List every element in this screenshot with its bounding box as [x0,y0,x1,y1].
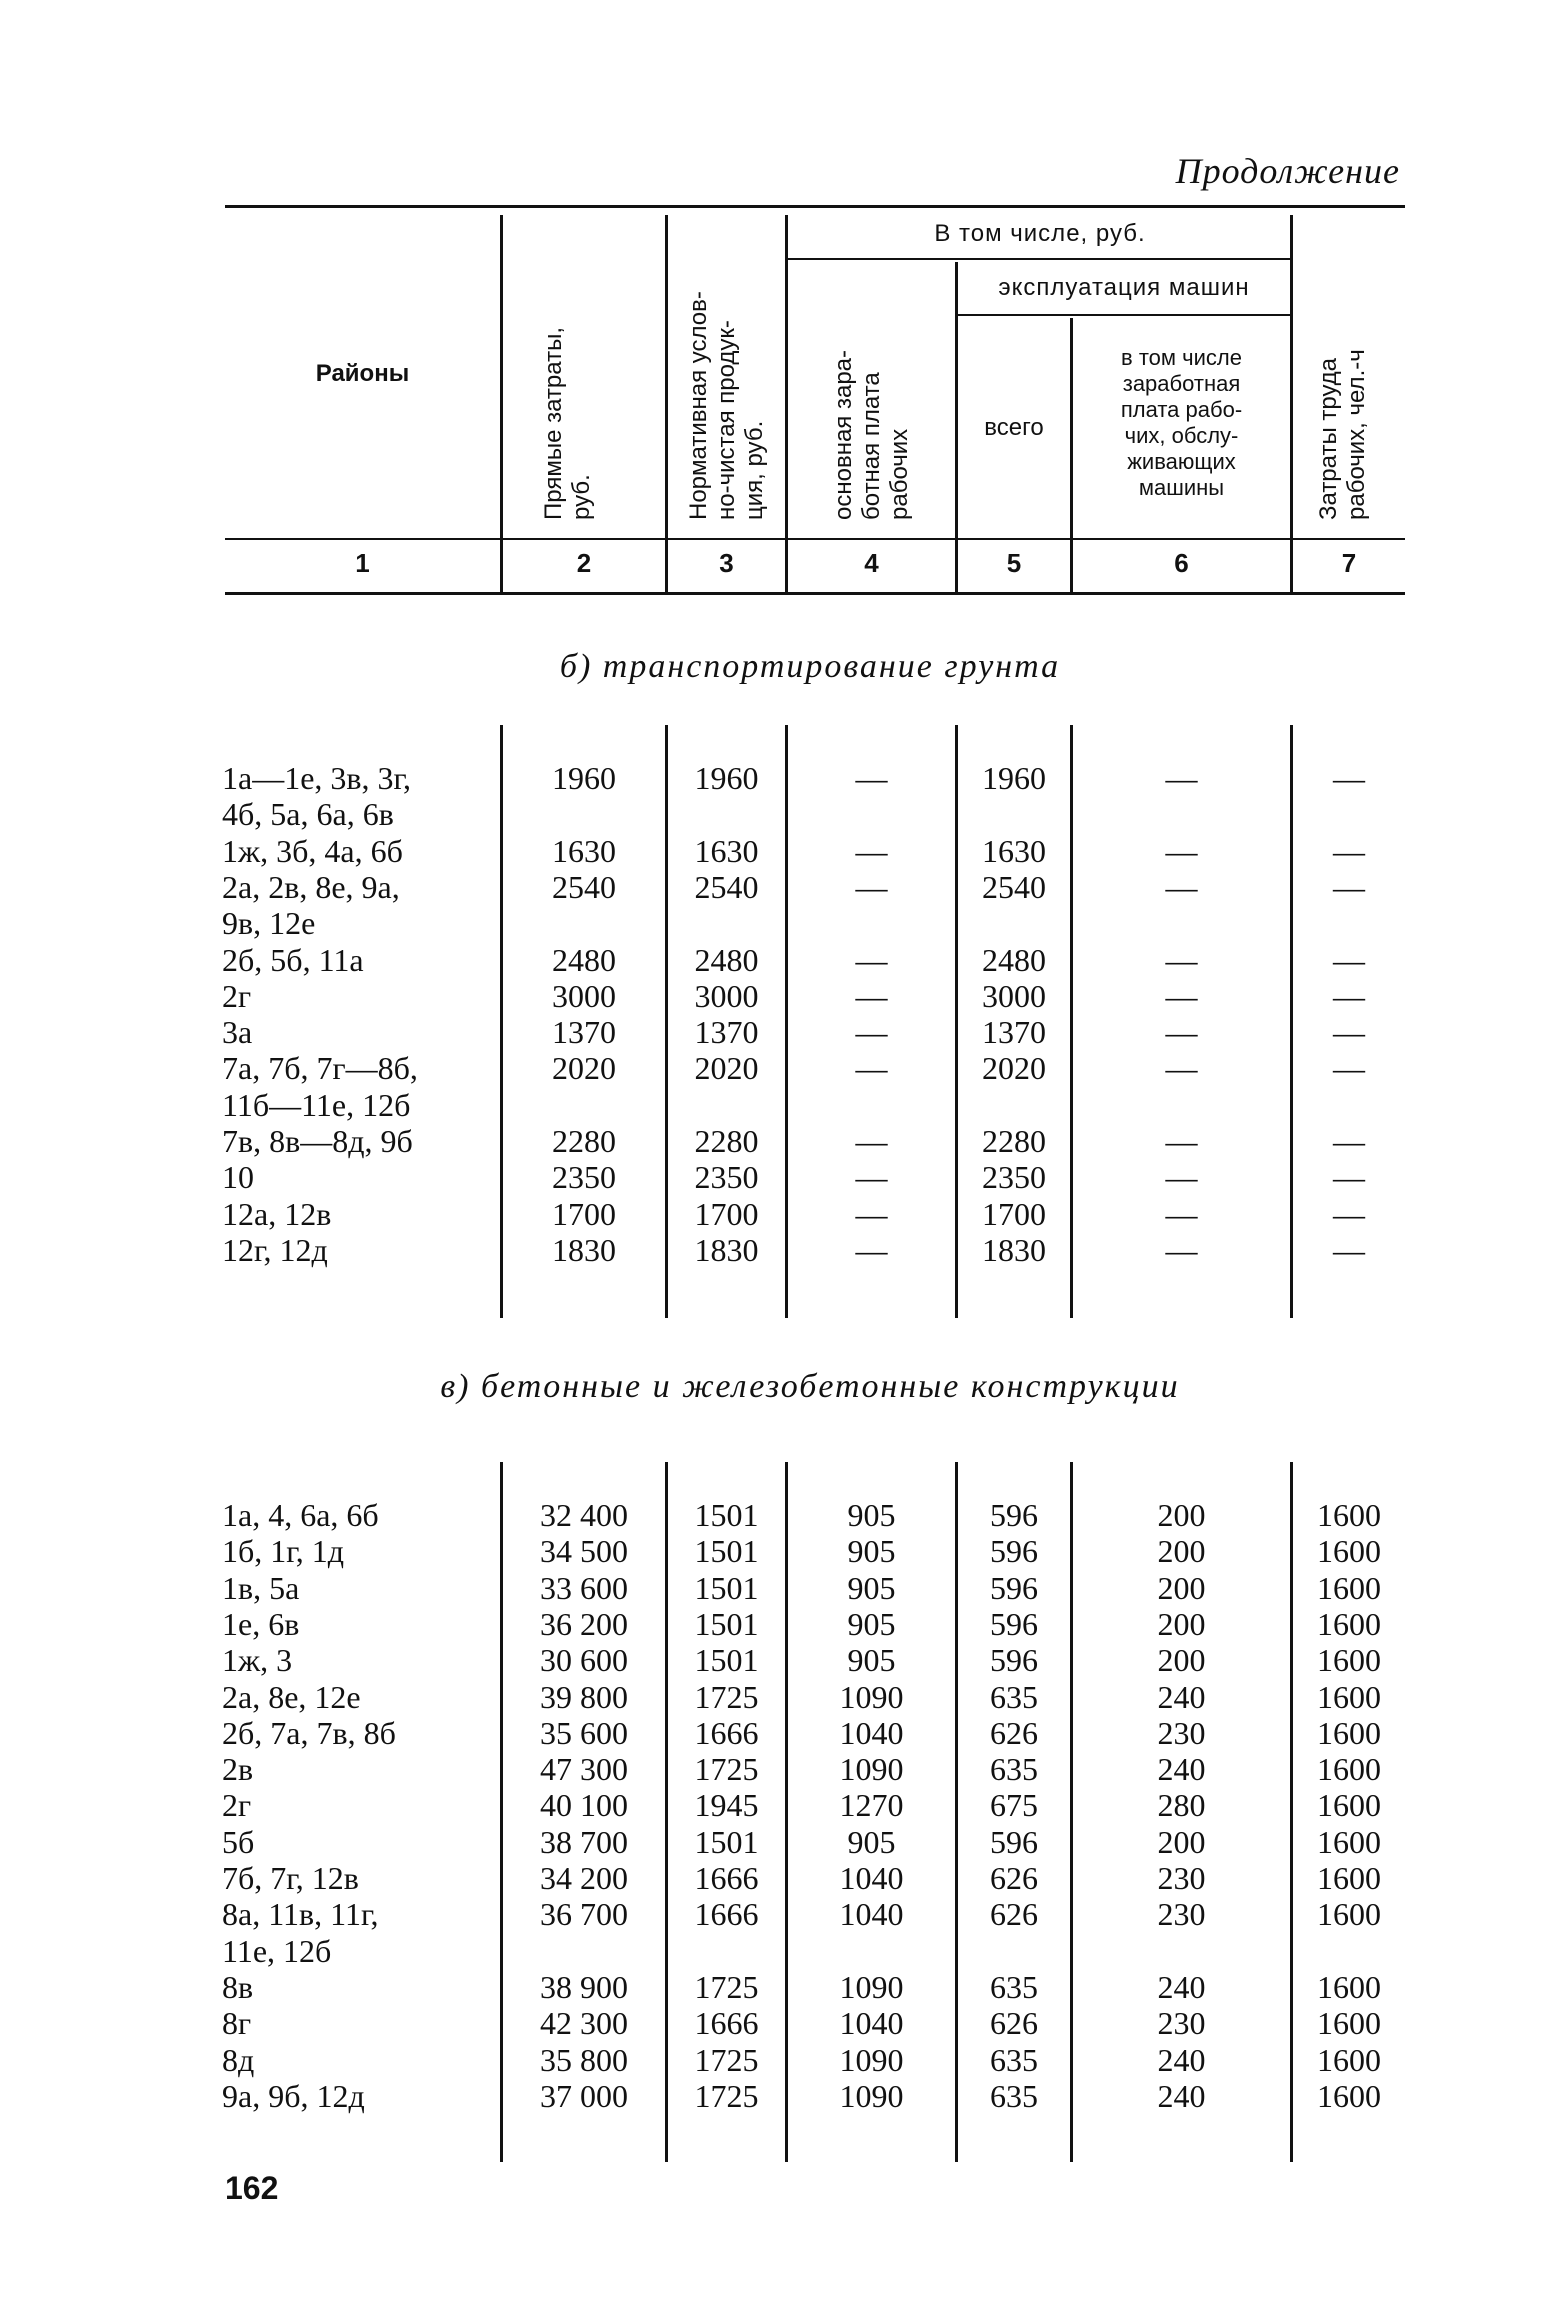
table-row [0,1824,1560,1860]
value-cell-col4: — [855,760,888,796]
machine-rule [955,314,1290,316]
value-cell-col4: — [855,1014,888,1051]
table-row [0,1860,1560,1896]
region-cell [222,1196,502,1232]
value-cell-col7: 1600 [1317,1860,1381,1896]
value-cell-col6: 200 [1157,1533,1206,1570]
value-cell-col2: 33 600 [540,1569,628,1606]
region-line: 10 [222,1159,254,1196]
value-cell-col2: 35 800 [540,2041,628,2078]
value-cell-col4: 1040 [839,1896,904,1933]
table-row [0,760,1560,833]
value-cell-col2: 1700 [552,1195,616,1232]
value-cell-col4: — [855,1123,888,1159]
region-cell [222,869,502,942]
table-row [0,1159,1560,1195]
region-line: 4б, 5а, 6а, 6в [222,796,394,833]
region-line: 9в, 12е [222,905,316,942]
value-cell-col2: 42 300 [540,2005,628,2042]
value-cell-col5: 596 [990,1605,1038,1642]
value-cell-col5: 3000 [982,977,1046,1014]
region-cell [222,1232,502,1268]
value-cell-col7: — [1333,832,1365,869]
table-row [0,833,1560,869]
value-cell-col4: — [855,1159,888,1196]
region-line: 1а, 4, 6а, 6б [222,1497,379,1533]
value-cell-col5: 1830 [982,1231,1046,1268]
value-cell-col4: 905 [847,1642,896,1679]
value-cell-col5: 2480 [982,941,1046,978]
region-cell [222,1014,502,1050]
value-cell-col5: 596 [990,1533,1038,1570]
value-cell-col4: — [855,941,888,978]
region-cell [222,833,502,869]
value-cell-col5: 1370 [982,1014,1046,1051]
region-line: 2а, 2в, 8е, 9а, [222,868,400,905]
value-cell-col6: 200 [1157,1569,1206,1606]
value-cell-col6: — [1165,868,1198,905]
value-cell-col3: 1370 [694,1014,759,1051]
region-line: 1ж, 3 [222,1642,293,1679]
value-cell-col5: 635 [990,1678,1038,1715]
value-cell-col2: 40 100 [540,1787,628,1824]
value-cell-col5: 635 [990,1968,1038,2005]
region-line: 2б, 5б, 11а [222,941,364,978]
value-cell-col6: — [1165,1050,1198,1087]
table-row [0,1787,1560,1823]
value-cell-col5: 596 [990,1642,1038,1679]
value-cell-col6: — [1165,941,1198,978]
value-cell-col7: 1600 [1317,1678,1381,1715]
value-cell-col4: — [855,1195,888,1232]
value-cell-col4: 1090 [839,1968,904,2005]
value-cell-col7: 1600 [1317,1968,1381,2005]
value-cell-col6: 200 [1157,1605,1206,1642]
value-cell-col7: 1600 [1317,2041,1381,2078]
value-cell-col3: 2020 [694,1050,759,1087]
value-cell-col6: — [1165,1014,1198,1051]
value-cell-col5: 2020 [982,1050,1046,1087]
value-cell-col4: 1090 [839,1678,904,1715]
region-line: 1ж, 3б, 4а, 6б [222,832,403,869]
colnum-bottom-rule [225,592,1405,595]
value-cell-col5: 635 [990,2077,1038,2114]
value-cell-col3: 1700 [694,1195,759,1232]
region-cell [222,1570,502,1606]
value-cell-col3: 1501 [694,1569,759,1606]
value-cell-col3: 1501 [694,1823,759,1860]
value-cell-col7: 1600 [1317,1787,1381,1824]
colnum-7: 7 [1341,548,1357,578]
region-cell [222,2078,502,2114]
region-line: 8а, 11в, 11г, [222,1896,379,1933]
value-cell-col2: 36 700 [540,1896,628,1933]
header-bottom-rule [225,538,1405,540]
value-cell-col4: 905 [847,1533,896,1570]
table-row [0,1896,1560,1969]
value-cell-col6: 200 [1157,1497,1206,1533]
value-cell-col6: 200 [1157,1823,1206,1860]
value-cell-col6: 240 [1157,1678,1206,1715]
region-line: 1б, 1г, 1д [222,1533,345,1570]
value-cell-col7: — [1333,868,1365,905]
table-row [0,1751,1560,1787]
colnum-4: 4 [864,548,879,578]
section-title-concrete: в) бетонные и железобетонные конструкции [440,1368,1180,1405]
table-row [0,1232,1560,1268]
region-line: 11е, 12б [222,1932,332,1969]
hdr-divider-6 [1290,215,1293,592]
value-cell-col3: 1501 [694,1605,759,1642]
header-base-wage: основная зара- ботная плата рабочих [830,349,913,520]
region-line: 9а, 9б, 12д [222,2077,365,2114]
value-cell-col7: 1600 [1317,1605,1381,1642]
value-cell-col3: 2480 [694,941,759,978]
value-cell-col3: 1501 [694,1497,759,1533]
header-including: В том числе, руб. [934,220,1146,247]
value-cell-col4: 1090 [839,2041,904,2078]
region-cell [222,760,502,833]
value-cell-col3: 1725 [694,1678,759,1715]
region-line: 12а, 12в [222,1195,332,1232]
value-cell-col2: 35 600 [540,1714,628,1751]
table-row [0,1715,1560,1751]
header-labor-costs: Затраты труда рабочих, чел.-ч [1315,349,1370,520]
hdr-divider-1 [500,215,503,592]
header-normative-product: Нормативная услов- но-чистая продук- ция, руб. [685,291,768,520]
region-cell [222,1497,502,1533]
header-including-wage: в том числе заработная плата рабо- чих, обслу- живающих машины [1120,345,1243,500]
value-cell-col3: 3000 [694,977,759,1014]
value-cell-col4: 1270 [839,1787,904,1824]
value-cell-col6: — [1165,760,1198,796]
region-cell [222,1159,502,1195]
value-cell-col3: 1501 [694,1533,759,1570]
table-row [0,1497,1560,1533]
value-cell-col6: 230 [1157,2005,1206,2042]
value-cell-col4: — [855,1231,888,1268]
region-line: 7в, 8в—8д, 9б [222,1123,413,1159]
colnum-3: 3 [719,548,734,578]
value-cell-col4: 905 [847,1497,896,1533]
value-cell-col6: 230 [1157,1860,1206,1896]
colnum-6: 6 [1174,548,1189,578]
value-cell-col6: — [1165,1159,1198,1196]
table-row [0,1196,1560,1232]
value-cell-col3: 1725 [694,2077,759,2114]
value-cell-col7: — [1333,1231,1365,1268]
value-cell-col3: 1666 [694,1896,759,1933]
value-cell-col4: 1090 [839,1751,904,1788]
region-cell [222,1751,502,1787]
value-cell-col5: 626 [990,1896,1038,1933]
region-line: 2а, 8е, 12е [222,1678,361,1715]
region-line: 2б, 7а, 7в, 8б [222,1714,396,1751]
value-cell-col7: 1600 [1317,1533,1381,1570]
region-cell [222,1896,502,1969]
value-cell-col6: — [1165,1123,1198,1159]
header-direct-costs: Прямые затраты, руб. [540,327,595,520]
region-line: 8д [222,2041,255,2078]
value-cell-col7: 1600 [1317,2005,1381,2042]
value-cell-col3: 1960 [694,760,759,796]
value-cell-col2: 2280 [552,1123,616,1159]
value-cell-col6: 200 [1157,1642,1206,1679]
value-cell-col5: 626 [990,1860,1038,1896]
table-row [0,2042,1560,2078]
value-cell-col3: 1725 [694,1751,759,1788]
value-cell-col5: 1960 [982,760,1046,796]
value-cell-col3: 1945 [694,1787,759,1824]
value-cell-col7: 1600 [1317,1714,1381,1751]
colnum-2: 2 [576,548,592,578]
value-cell-col7: — [1333,1195,1365,1232]
value-cell-col6: 240 [1157,2041,1206,2078]
value-cell-col5: 635 [990,2041,1038,2078]
colnum-5: 5 [1006,548,1022,578]
region-line: 12г, 12д [222,1231,328,1268]
value-cell-col3: 1630 [694,832,759,869]
table-row [0,1642,1560,1678]
value-cell-col7: 1600 [1317,1823,1381,1860]
value-cell-col5: 596 [990,1823,1038,1860]
value-cell-col6: 240 [1157,1751,1206,1788]
value-cell-col4: 905 [847,1569,896,1606]
value-cell-col3: 2350 [694,1159,759,1196]
continued-label: Продолжение [1175,151,1400,191]
region-line: 8в [222,1968,254,2005]
value-cell-col6: — [1165,1231,1198,1268]
value-cell-col5: 1700 [982,1195,1046,1232]
region-line: 5б [222,1823,255,1860]
table-row [0,868,1560,942]
region-cell [222,1969,502,2005]
value-cell-col7: 1600 [1317,2077,1381,2114]
hdr-divider-3 [785,215,788,592]
table-row [0,1533,1560,1569]
region-cell [222,1679,502,1715]
value-cell-col2: 2480 [552,941,616,978]
header-machine-operation: эксплуатация машин [998,274,1250,301]
value-cell-col6: 280 [1157,1787,1206,1824]
table-row [0,1050,1560,1123]
table-row [0,1679,1560,1715]
value-cell-col2: 2020 [552,1050,616,1087]
value-cell-col6: 230 [1157,1896,1206,1933]
header-total: всего [984,414,1044,441]
region-cell [222,942,502,978]
hdr-divider-2 [665,215,668,592]
value-cell-col4: 905 [847,1823,896,1860]
value-cell-col2: 32 400 [540,1497,628,1533]
value-cell-col2: 38 900 [540,1968,628,2005]
value-cell-col2: 1830 [552,1231,616,1268]
value-cell-col2: 1960 [552,760,616,796]
value-cell-col7: — [1333,760,1365,796]
value-cell-col7: — [1333,1050,1365,1087]
region-cell [222,1860,502,1896]
region-line: 2г [222,977,252,1014]
value-cell-col7: 1600 [1317,1497,1381,1533]
value-cell-col7: — [1333,977,1365,1014]
value-cell-col7: 1600 [1317,1569,1381,1606]
value-cell-col7: — [1333,1123,1365,1159]
value-cell-col2: 2350 [552,1159,616,1196]
region-line: 2г [222,1787,252,1824]
value-cell-col6: 240 [1157,1968,1206,2005]
value-cell-col3: 1725 [694,1968,759,2005]
value-cell-col3: 2280 [694,1123,759,1159]
value-cell-col2: 1370 [552,1014,616,1051]
value-cell-col2: 30 600 [540,1642,628,1679]
region-line: 2в [222,1751,254,1788]
value-cell-col7: — [1333,1159,1365,1196]
value-cell-col5: 2540 [982,868,1046,905]
page-number: 162 [225,2170,279,2206]
value-cell-col4: 905 [847,1605,896,1642]
value-cell-col5: 626 [990,1714,1038,1751]
region-line: 1а—1е, 3в, 3г, [222,760,412,796]
value-cell-col3: 1666 [694,2005,759,2042]
region-line: 1е, 6в [222,1605,300,1642]
region-cell [222,1533,502,1569]
header-top-rule [225,205,1405,208]
region-line: 11б—11е, 12б [222,1086,411,1123]
region-cell [222,1123,502,1159]
value-cell-col4: — [855,832,888,869]
value-cell-col4: — [855,868,888,905]
value-cell-col2: 39 800 [540,1678,628,1715]
colnum-1: 1 [355,548,370,578]
value-cell-col3: 1830 [694,1231,759,1268]
value-cell-col3: 1666 [694,1860,759,1896]
section-title-transport: б) транспортирование грунта [559,648,1061,685]
value-cell-col2: 34 200 [540,1860,628,1896]
value-cell-col2: 37 000 [540,2077,628,2114]
value-cell-col3: 2540 [694,868,759,905]
value-cell-col5: 635 [990,1751,1038,1788]
value-cell-col6: — [1165,977,1198,1014]
value-cell-col5: 596 [990,1497,1038,1533]
value-cell-col2: 38 700 [540,1823,628,1860]
region-cell [222,1050,502,1123]
value-cell-col4: — [855,977,888,1014]
header-regions: Районы [315,360,410,387]
region-cell [222,1715,502,1751]
table-row [0,1969,1560,2005]
value-cell-col5: 2350 [982,1159,1046,1196]
value-cell-col2: 36 200 [540,1605,628,1642]
region-line: 7а, 7б, 7г—8б, [222,1050,418,1087]
table-row [0,942,1560,978]
value-cell-col6: 240 [1157,2077,1206,2114]
region-line: 1в, 5а [222,1569,300,1606]
value-cell-col2: 47 300 [540,1751,628,1788]
value-cell-col4: 1040 [839,1860,904,1896]
value-cell-col4: 1040 [839,1714,904,1751]
value-cell-col2: 3000 [552,977,616,1014]
value-cell-col5: 626 [990,2005,1038,2042]
table-row [0,2078,1560,2114]
region-cell [222,1787,502,1823]
region-cell [222,2042,502,2078]
region-cell [222,1642,502,1678]
value-cell-col4: 1090 [839,2077,904,2114]
value-cell-col2: 1630 [552,832,616,869]
value-cell-col7: 1600 [1317,1642,1381,1679]
value-cell-col5: 2280 [982,1123,1046,1159]
table-row [0,1570,1560,1606]
value-cell-col5: 675 [990,1787,1038,1824]
value-cell-col6: — [1165,1195,1198,1232]
region-line: 7б, 7г, 12в [222,1860,359,1896]
region-cell [222,1606,502,1642]
value-cell-col3: 1725 [694,2041,759,2078]
value-cell-col6: 230 [1157,1714,1206,1751]
value-cell-col2: 2540 [552,868,616,905]
region-cell [222,2005,502,2041]
value-cell-col4: 1040 [839,2005,904,2042]
region-cell [222,1824,502,1860]
value-cell-col7: — [1333,1014,1365,1051]
value-cell-col7: 1600 [1317,1751,1381,1788]
value-cell-col3: 1666 [694,1714,759,1751]
value-cell-col4: — [855,1050,888,1087]
value-cell-col5: 1630 [982,832,1046,869]
value-cell-col6: — [1165,832,1198,869]
value-cell-col5: 596 [990,1569,1038,1606]
value-cell-col3: 1501 [694,1642,759,1679]
region-line: 8г [222,2005,252,2042]
value-cell-col7: — [1333,941,1365,978]
table-row [0,1014,1560,1050]
table-row [0,2005,1560,2041]
region-line: 3а [222,1014,253,1051]
region-cell [222,978,502,1014]
value-cell-col7: 1600 [1317,1896,1381,1933]
value-cell-col2: 34 500 [540,1533,628,1570]
table-row [0,1606,1560,1642]
table-row [0,978,1560,1014]
table-row [0,1123,1560,1159]
